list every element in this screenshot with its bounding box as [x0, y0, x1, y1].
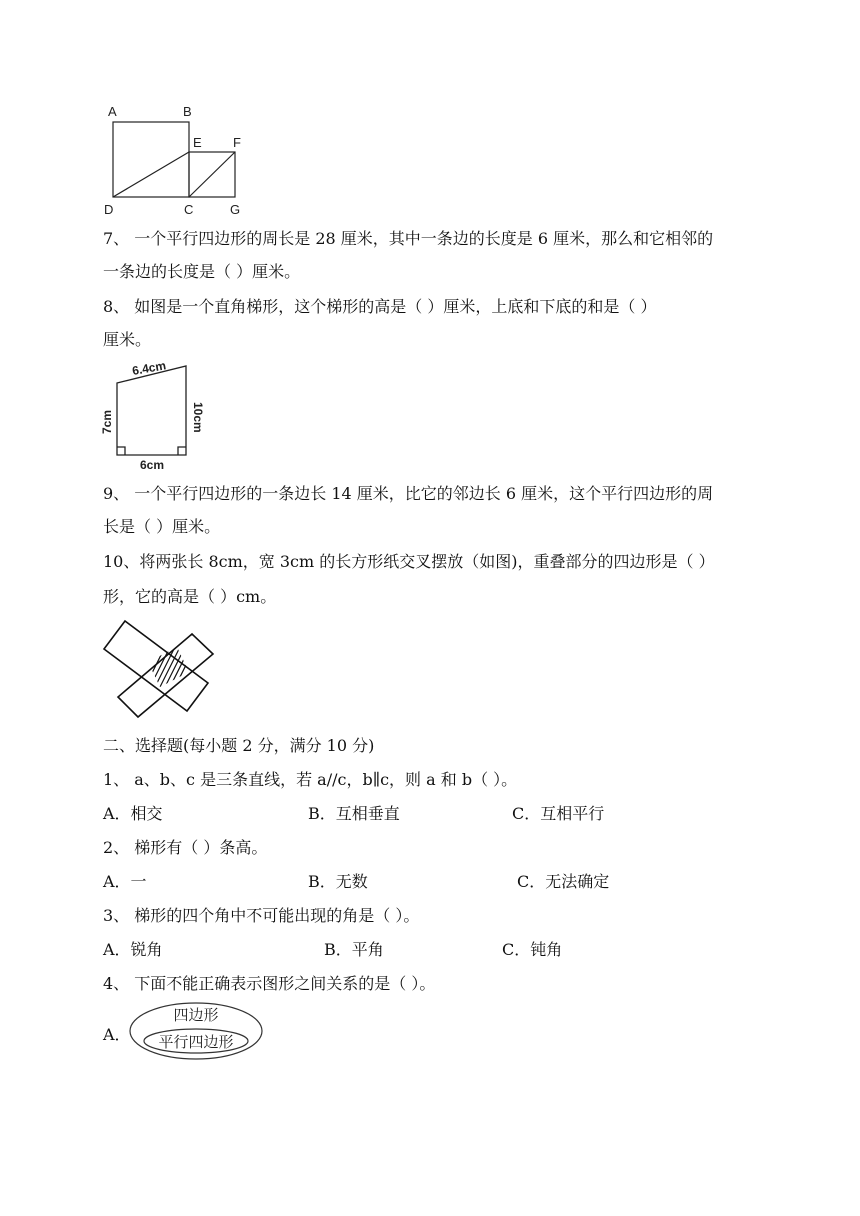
label-a: A — [108, 104, 117, 119]
right-angle-mark-left — [117, 447, 125, 455]
mc3-option-c[interactable]: C．钝角 — [502, 940, 563, 959]
venn-outer-label: 四边形 — [173, 1006, 219, 1024]
overlap-hatching — [140, 637, 200, 697]
q10-line2: 形，它的高是（ ）cm。 — [103, 587, 277, 606]
right-angle-mark-right — [178, 447, 186, 455]
label-bottom-side: 6cm — [140, 458, 165, 472]
label-e: E — [193, 135, 202, 150]
mc4-question: 4、 下面不能正确表示图形之间关系的是（ ）。 — [103, 974, 436, 993]
q7-line2: 一条边的长度是（ ）厘米。 — [103, 262, 301, 281]
diagonal-cf — [189, 152, 235, 197]
mc3-option-b[interactable]: B．平角 — [324, 940, 384, 959]
q8-line2: 厘米。 — [103, 330, 152, 349]
square-abcd — [113, 122, 189, 197]
label-right-side: 10cm — [191, 402, 205, 433]
mc4-option-a-label[interactable]: A． — [103, 1025, 131, 1044]
label-left-side: 7cm — [100, 409, 114, 434]
mc2-option-a[interactable]: A．一 — [103, 872, 147, 891]
q9-line2: 长是（ ）厘米。 — [103, 517, 221, 536]
mc1-question: 1、 a、b、c 是三条直线，若 a//c，b∥c，则 a 和 b（ ）。 — [103, 770, 518, 789]
label-f: F — [233, 135, 241, 150]
label-d: D — [104, 202, 114, 217]
section2-heading: 二、选择题(每小题 2 分，满分 10 分) — [103, 736, 375, 755]
label-c: C — [184, 202, 194, 217]
mc2-option-b[interactable]: B．无数 — [308, 872, 368, 891]
figure-rectangles-abcd-ecgf — [100, 100, 260, 222]
diagonal-db — [113, 152, 189, 197]
trapezoid-shape — [117, 366, 186, 455]
mc1-option-c[interactable]: C．互相平行 — [512, 804, 605, 823]
mc2-option-c[interactable]: C．无法确定 — [517, 872, 610, 891]
venn-diagram-option-a[interactable] — [128, 1000, 268, 1062]
venn-inner-label: 平行四边形 — [158, 1033, 234, 1051]
q8-line1: 8、 如图是一个直角梯形，这个梯形的高是（ ）厘米，上底和下底的和是（ ） — [103, 297, 657, 316]
figure-crossed-strips — [100, 617, 220, 721]
label-top-side: 6.4cm — [131, 358, 168, 378]
mc2-question: 2、 梯形有（ ）条高。 — [103, 838, 268, 857]
q9-line1: 9、 一个平行四边形的一条边长 14 厘米，比它的邻边长 6 厘米，这个平行四边形的周 — [103, 484, 714, 503]
figure-right-trapezoid — [100, 358, 215, 473]
mc1-option-a[interactable]: A．相交 — [103, 804, 163, 823]
q7-line1: 7、 一个平行四边形的周长是 28 厘米，其中一条边的长度是 6 厘米，那么和它相邻的 — [103, 229, 714, 248]
mc3-question: 3、 梯形的四个角中不可能出现的角是（ ）。 — [103, 906, 420, 925]
q10-line1: 10、将两张长 8cm，宽 3cm 的长方形纸交叉摆放（如图)，重叠部分的四边形是（ ） — [103, 552, 715, 571]
label-b: B — [183, 104, 192, 119]
mc1-option-b[interactable]: B．互相垂直 — [308, 804, 400, 823]
label-g: G — [230, 202, 241, 217]
mc3-option-a[interactable]: A．锐角 — [103, 940, 163, 959]
